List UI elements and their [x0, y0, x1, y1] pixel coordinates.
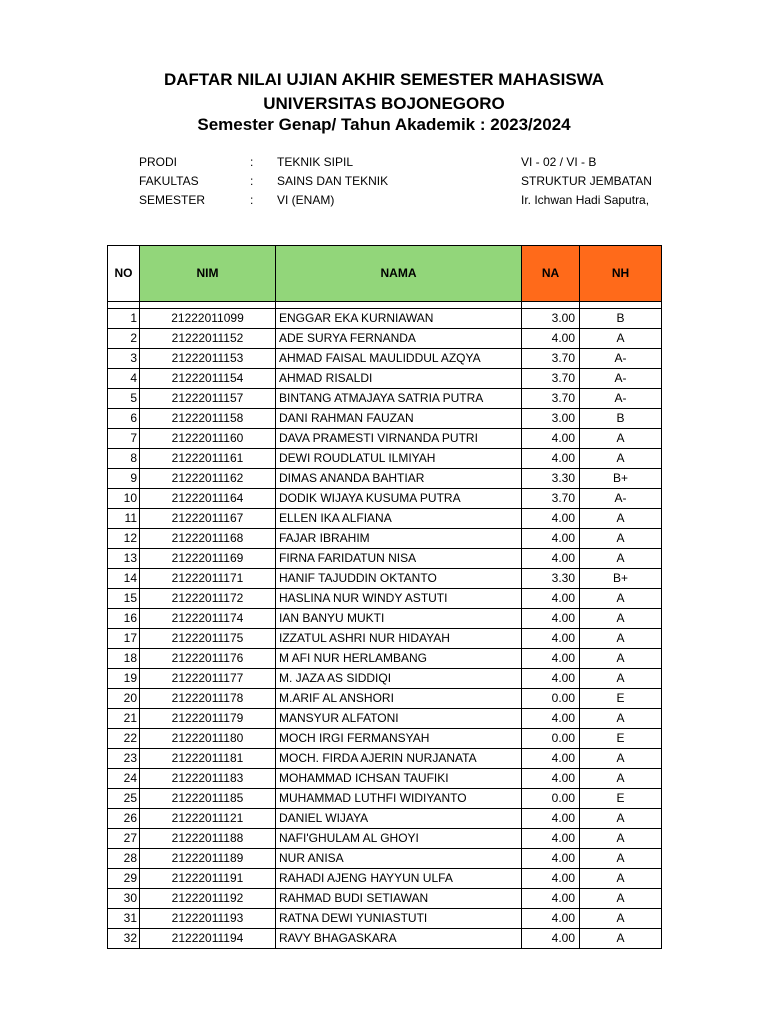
table-row	[108, 529, 662, 549]
row-nim: 21222011185	[140, 789, 276, 809]
row-na: 3.70	[522, 489, 580, 509]
row-na: 4.00	[522, 329, 580, 349]
row-nim: 21222011178	[140, 689, 276, 709]
row-number: 10	[108, 489, 140, 509]
row-number: 15	[108, 589, 140, 609]
table-row	[108, 889, 662, 909]
row-number: 31	[108, 909, 140, 929]
row-nim: 21222011158	[140, 409, 276, 429]
row-nama: M. JAZA AS SIDDIQI	[276, 669, 522, 689]
row-na: 3.30	[522, 469, 580, 489]
row-nama: FIRNA FARIDATUN NISA	[276, 549, 522, 569]
column-header-nh: NH	[580, 246, 662, 302]
row-nim: 21222011174	[140, 609, 276, 629]
row-nim: 21222011171	[140, 569, 276, 589]
row-number: 22	[108, 729, 140, 749]
row-nh: A	[580, 629, 662, 649]
row-na: 4.00	[522, 889, 580, 909]
row-nim: 21222011172	[140, 589, 276, 609]
row-number: 24	[108, 769, 140, 789]
row-nim: 21222011194	[140, 929, 276, 949]
row-na: 4.00	[522, 749, 580, 769]
table-row	[108, 909, 662, 929]
row-nh: A	[580, 549, 662, 569]
column-header-nama: NAMA	[276, 246, 522, 302]
row-number: 25	[108, 789, 140, 809]
table-row	[108, 869, 662, 889]
row-nh: B+	[580, 569, 662, 589]
row-na: 3.70	[522, 349, 580, 369]
row-nh: A-	[580, 489, 662, 509]
row-na: 4.00	[522, 629, 580, 649]
row-nama: DAVA PRAMESTI VIRNANDA PUTRI	[276, 429, 522, 449]
info-label-prodi: PRODI	[139, 155, 178, 169]
table-row	[108, 309, 662, 329]
row-na: 3.00	[522, 309, 580, 329]
row-number: 3	[108, 349, 140, 369]
row-nama: DIMAS ANANDA BAHTIAR	[276, 469, 522, 489]
row-number: 19	[108, 669, 140, 689]
row-nim: 21222011177	[140, 669, 276, 689]
row-nim: 21222011180	[140, 729, 276, 749]
row-nim: 21222011153	[140, 349, 276, 369]
row-na: 4.00	[522, 429, 580, 449]
table-row	[108, 369, 662, 389]
table-row	[108, 809, 662, 829]
row-nim: 21222011188	[140, 829, 276, 849]
row-nama: AHMAD FAISAL MAULIDDUL AZQYA	[276, 349, 522, 369]
row-nama: DANI RAHMAN FAUZAN	[276, 409, 522, 429]
table-row	[108, 509, 662, 529]
row-nim: 21222011157	[140, 389, 276, 409]
row-na: 4.00	[522, 529, 580, 549]
table-row	[108, 389, 662, 409]
table-row	[108, 849, 662, 869]
row-nama: IAN BANYU MUKTI	[276, 609, 522, 629]
row-number: 12	[108, 529, 140, 549]
table-row	[108, 489, 662, 509]
row-nh: A-	[580, 369, 662, 389]
row-number: 4	[108, 369, 140, 389]
row-na: 0.00	[522, 689, 580, 709]
row-nim: 21222011154	[140, 369, 276, 389]
table-row	[108, 429, 662, 449]
row-nama: MOCH. FIRDA AJERIN NURJANATA	[276, 749, 522, 769]
table-row	[108, 749, 662, 769]
row-nh: A	[580, 869, 662, 889]
row-na: 4.00	[522, 509, 580, 529]
info-course: STRUKTUR JEMBATAN	[521, 174, 652, 188]
row-nh: A	[580, 749, 662, 769]
table-row	[108, 409, 662, 429]
row-na: 4.00	[522, 929, 580, 949]
row-na: 4.00	[522, 709, 580, 729]
row-nama: MOHAMMAD ICHSAN TAUFIKI	[276, 769, 522, 789]
row-number: 30	[108, 889, 140, 909]
row-nama: RAVY BHAGASKARA	[276, 929, 522, 949]
row-nh: E	[580, 689, 662, 709]
row-nh: A	[580, 329, 662, 349]
row-number: 26	[108, 809, 140, 829]
table-row	[108, 769, 662, 789]
table-row	[108, 929, 662, 949]
row-number: 20	[108, 689, 140, 709]
info-label-fakultas: FAKULTAS	[139, 174, 199, 188]
row-nim: 21222011121	[140, 809, 276, 829]
row-nh: A	[580, 769, 662, 789]
row-nh: B+	[580, 469, 662, 489]
row-nama: MOCH IRGI FERMANSYAH	[276, 729, 522, 749]
table-row	[108, 729, 662, 749]
row-number: 11	[108, 509, 140, 529]
row-nh: A	[580, 849, 662, 869]
row-nh: A	[580, 809, 662, 829]
row-nh: A-	[580, 389, 662, 409]
row-na: 3.30	[522, 569, 580, 589]
row-nim: 21222011162	[140, 469, 276, 489]
row-nama: ELLEN IKA ALFIANA	[276, 509, 522, 529]
row-nh: A	[580, 829, 662, 849]
row-na: 4.00	[522, 609, 580, 629]
row-nh: A	[580, 909, 662, 929]
table-header-row	[108, 246, 662, 302]
table-row	[108, 329, 662, 349]
row-number: 13	[108, 549, 140, 569]
row-na: 4.00	[522, 669, 580, 689]
row-na: 4.00	[522, 769, 580, 789]
table-row	[108, 629, 662, 649]
info-value-semester: VI (ENAM)	[277, 193, 335, 207]
row-number: 27	[108, 829, 140, 849]
row-nama: RAHADI AJENG HAYYUN ULFA	[276, 869, 522, 889]
row-nim: 21222011193	[140, 909, 276, 929]
table-row	[108, 569, 662, 589]
row-nim: 21222011175	[140, 629, 276, 649]
row-number: 16	[108, 609, 140, 629]
row-number: 7	[108, 429, 140, 449]
row-nh: E	[580, 789, 662, 809]
row-nama: NUR ANISA	[276, 849, 522, 869]
row-number: 5	[108, 389, 140, 409]
row-nim: 21222011189	[140, 849, 276, 869]
row-number: 1	[108, 309, 140, 329]
header-spacer-row	[108, 302, 662, 309]
row-nh: B	[580, 409, 662, 429]
row-number: 6	[108, 409, 140, 429]
row-nh: B	[580, 309, 662, 329]
semester-title: Semester Genap/ Tahun Akademik : 2023/2024	[197, 115, 571, 134]
row-nim: 21222011192	[140, 889, 276, 909]
row-number: 9	[108, 469, 140, 489]
row-nama: DODIK WIJAYA KUSUMA PUTRA	[276, 489, 522, 509]
row-na: 0.00	[522, 729, 580, 749]
row-na: 3.00	[522, 409, 580, 429]
info-separator: :	[250, 174, 254, 188]
row-nama: IZZATUL ASHRI NUR HIDAYAH	[276, 629, 522, 649]
info-value-fakultas: SAINS DAN TEKNIK	[277, 174, 389, 188]
row-nama: HASLINA NUR WINDY ASTUTI	[276, 589, 522, 609]
info-lecturer: Ir. Ichwan Hadi Saputra,	[521, 193, 650, 207]
row-nim: 21222011168	[140, 529, 276, 549]
row-na: 4.00	[522, 869, 580, 889]
table-row	[108, 609, 662, 629]
row-nim: 21222011164	[140, 489, 276, 509]
table-row	[108, 829, 662, 849]
row-nama: RAHMAD BUDI SETIAWAN	[276, 889, 522, 909]
row-nim: 21222011183	[140, 769, 276, 789]
info-value-prodi: TEKNIK SIPIL	[277, 155, 354, 169]
row-na: 4.00	[522, 809, 580, 829]
row-nim: 21222011161	[140, 449, 276, 469]
row-nama: MANSYUR ALFATONI	[276, 709, 522, 729]
row-nim: 21222011169	[140, 549, 276, 569]
row-number: 17	[108, 629, 140, 649]
table-row	[108, 789, 662, 809]
row-na: 4.00	[522, 449, 580, 469]
row-nh: A-	[580, 349, 662, 369]
row-nim: 21222011099	[140, 309, 276, 329]
row-nh: A	[580, 709, 662, 729]
column-header-na: NA	[522, 246, 580, 302]
row-nama: M AFI NUR HERLAMBANG	[276, 649, 522, 669]
row-nh: A	[580, 529, 662, 549]
column-header-nim: NIM	[140, 246, 276, 302]
row-nh: A	[580, 669, 662, 689]
row-na: 4.00	[522, 849, 580, 869]
row-nama: DEWI ROUDLATUL ILMIYAH	[276, 449, 522, 469]
row-nim: 21222011179	[140, 709, 276, 729]
row-nh: A	[580, 889, 662, 909]
row-nim: 21222011191	[140, 869, 276, 889]
row-nh: E	[580, 729, 662, 749]
table-row	[108, 469, 662, 489]
row-nh: A	[580, 589, 662, 609]
row-number: 14	[108, 569, 140, 589]
table-row	[108, 709, 662, 729]
row-nama: NAFI'GHULAM AL GHOYI	[276, 829, 522, 849]
row-number: 29	[108, 869, 140, 889]
row-nim: 21222011152	[140, 329, 276, 349]
row-nh: A	[580, 449, 662, 469]
row-nim: 21222011176	[140, 649, 276, 669]
table-row	[108, 689, 662, 709]
table-row	[108, 449, 662, 469]
row-nim: 21222011160	[140, 429, 276, 449]
row-nama: FAJAR IBRAHIM	[276, 529, 522, 549]
row-nama: M.ARIF AL ANSHORI	[276, 689, 522, 709]
row-nama: BINTANG ATMAJAYA SATRIA PUTRA	[276, 389, 522, 409]
row-number: 23	[108, 749, 140, 769]
row-nama: RATNA DEWI YUNIASTUTI	[276, 909, 522, 929]
row-nama: ENGGAR EKA KURNIAWAN	[276, 309, 522, 329]
row-na: 4.00	[522, 909, 580, 929]
column-header-no: NO	[108, 246, 140, 302]
row-nh: A	[580, 429, 662, 449]
row-nh: A	[580, 649, 662, 669]
row-na: 4.00	[522, 829, 580, 849]
table-row	[108, 589, 662, 609]
row-nama: HANIF TAJUDDIN OKTANTO	[276, 569, 522, 589]
row-na: 4.00	[522, 649, 580, 669]
row-number: 18	[108, 649, 140, 669]
row-nim: 21222011167	[140, 509, 276, 529]
row-nama: AHMAD RISALDI	[276, 369, 522, 389]
grades-table	[107, 245, 662, 949]
row-na: 4.00	[522, 589, 580, 609]
row-nim: 21222011181	[140, 749, 276, 769]
row-nh: A	[580, 609, 662, 629]
row-number: 32	[108, 929, 140, 949]
info-separator: :	[250, 155, 254, 169]
table-row	[108, 649, 662, 669]
row-nama: DANIEL WIJAYA	[276, 809, 522, 829]
row-nh: A	[580, 929, 662, 949]
table-row	[108, 669, 662, 689]
row-nh: A	[580, 509, 662, 529]
row-number: 28	[108, 849, 140, 869]
info-label-semester: SEMESTER	[139, 193, 206, 207]
row-na: 4.00	[522, 549, 580, 569]
row-na: 0.00	[522, 789, 580, 809]
row-number: 8	[108, 449, 140, 469]
info-class: VI - 02 / VI - B	[521, 155, 597, 169]
university-name: UNIVERSITAS BOJONEGORO	[263, 94, 505, 113]
document-title: DAFTAR NILAI UJIAN AKHIR SEMESTER MAHASISWA	[163, 70, 605, 89]
row-number: 2	[108, 329, 140, 349]
row-na: 3.70	[522, 389, 580, 409]
row-nama: MUHAMMAD LUTHFI WIDIYANTO	[276, 789, 522, 809]
row-number: 21	[108, 709, 140, 729]
row-na: 3.70	[522, 369, 580, 389]
table-row	[108, 349, 662, 369]
row-nama: ADE SURYA FERNANDA	[276, 329, 522, 349]
info-separator: :	[250, 193, 254, 207]
table-row	[108, 549, 662, 569]
